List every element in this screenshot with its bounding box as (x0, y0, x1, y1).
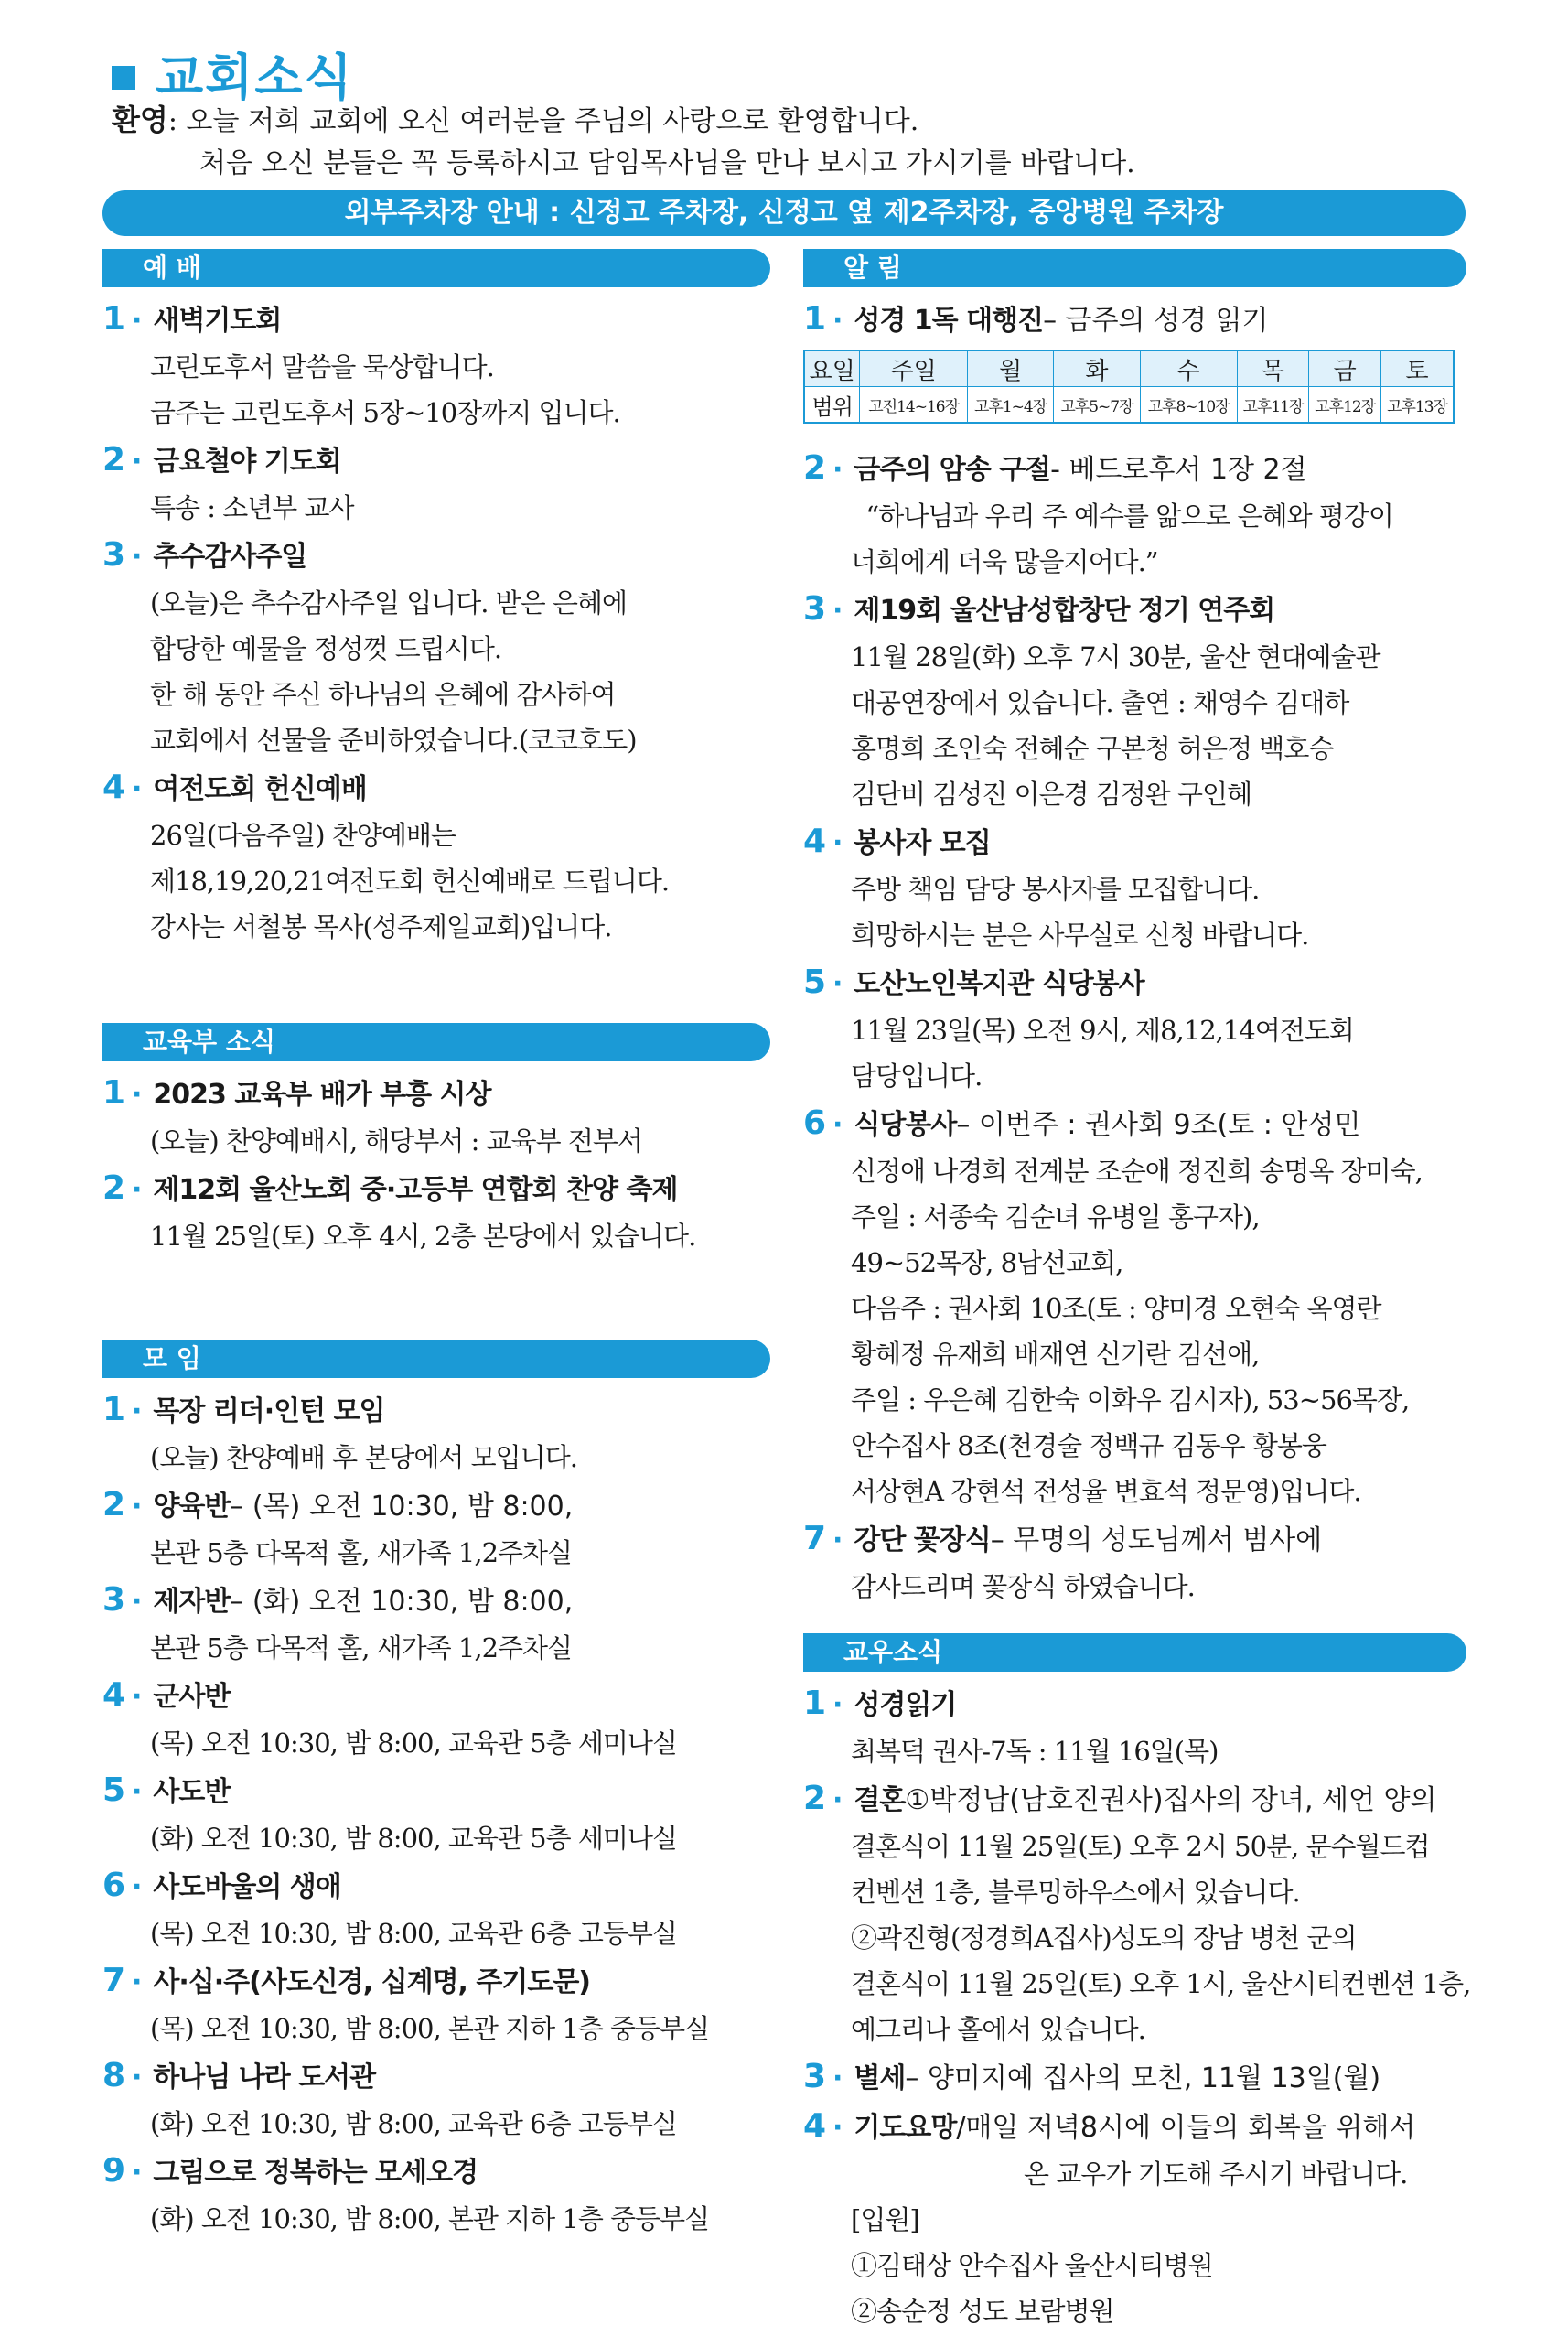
item-number: 1 (102, 1391, 126, 1428)
dot-separator: · (832, 595, 843, 627)
item-title: 새벽기도회 (153, 305, 282, 337)
item-line: 한 해 동안 주신 하나님의 은혜에 감사하여 (150, 679, 616, 710)
list-item (803, 819, 1466, 958)
item-line: 결혼식이 11월 25일(토) 오후 1시, 울산시티컨벤션 1층, (851, 1968, 1471, 1999)
item-line: ②곽진형(정경희A집사)성도의 장남 병천 군의 (851, 1922, 1357, 1954)
section-header-worship: 예 배 (102, 249, 770, 287)
list-item (803, 1101, 1466, 1514)
item-number: 1 (102, 300, 126, 338)
list-item (102, 1863, 770, 1956)
right-column (803, 249, 1471, 2336)
item-line: (화) 오전 10:30, 밤 8:00, 교육관 5층 세미나실 (150, 1823, 677, 1854)
item-line: (목) 오전 10:30, 밤 8:00, 교육관 6층 고등부실 (150, 1918, 677, 1949)
item-line: 제18,19,20,21여전도회 헌신예배로 드립니다. (150, 866, 670, 897)
item-line: ①김태상 안수집사 울산시티병원 (851, 2250, 1213, 2281)
dot-separator: · (132, 1776, 143, 1808)
item-line: 신정애 나경희 전계분 조순애 정진희 송명옥 장미숙, (851, 1156, 1423, 1187)
list-item (803, 296, 1466, 344)
item-number: 7 (803, 1520, 827, 1557)
item-title-extra: – (화) 오전 10:30, 밤 8:00, (230, 1586, 574, 1618)
item-number: 2 (102, 1169, 126, 1207)
dot-separator: · (132, 1395, 143, 1427)
item-line: 담당입니다. (851, 1060, 983, 1092)
item-number: 4 (102, 769, 126, 806)
table-cell: 고후8~10장 (1140, 387, 1237, 424)
item-title: 제12회 울산노회 중·고등부 연합회 찬양 축제 (153, 1174, 678, 1206)
dot-separator: · (832, 454, 843, 486)
item-title: 추수감사주일 (153, 541, 307, 573)
item-line: 11월 25일(토) 오후 4시, 2층 본당에서 있습니다. (150, 1221, 696, 1252)
item-title: 별세 (854, 2062, 906, 2094)
list-item (803, 1681, 1466, 1774)
list-item (102, 296, 770, 436)
item-number: 8 (102, 2057, 126, 2094)
list-item (803, 2104, 1466, 2334)
bible-reading-table (803, 350, 1455, 424)
table-header-cell: 금 (1309, 350, 1381, 387)
item-title: 하나님 나라 도서관 (153, 2061, 376, 2094)
table-cell: 고전14~16장 (860, 387, 967, 424)
item-line: 서상현A 강현석 전성율 변효석 정문영)입니다. (851, 1476, 1361, 1507)
item-line: 11월 28일(화) 오후 7시 30분, 울산 현대예술관 (851, 641, 1380, 673)
dot-separator: · (132, 1966, 143, 1998)
dot-separator: · (132, 2061, 143, 2094)
item-line: “하나님과 우리 주 예수를 앎으로 은혜와 평강이 (851, 501, 1393, 532)
item-title: 도산노인복지관 식당봉사 (854, 968, 1144, 1000)
dot-separator: · (832, 305, 843, 337)
table-header-cell: 목 (1237, 350, 1309, 387)
welcome-line-2: 처음 오신 분들은 꼭 등록하시고 담임목사님을 만나 보시고 가시기를 바랍니다. (199, 147, 1135, 179)
item-line: (오늘) 찬양예배 후 본당에서 모입니다. (150, 1442, 577, 1473)
item-number: 2 (803, 449, 827, 487)
item-number: 3 (803, 590, 827, 628)
list-item (102, 1768, 770, 1861)
members-section (803, 1633, 1471, 2334)
list-item (102, 2148, 770, 2242)
item-title: 사도바울의 생애 (153, 1871, 341, 1903)
item-title: 제자반 (153, 1586, 231, 1618)
table-cell: 고후11장 (1237, 387, 1309, 424)
item-line: 다음주 : 권사회 10조(토 : 양미경 오현숙 옥영란 (851, 1293, 1381, 1324)
item-title-extra: – 이번주 : 권사회 9조(토 : 안성민 (956, 1109, 1361, 1141)
table-header-cell: 토 (1381, 350, 1454, 387)
item-line: 온 교우가 기도해 주시기 바랍니다. (851, 2158, 1408, 2190)
table-header-row (804, 350, 1454, 387)
item-line: 홍명희 조인숙 전혜순 구본청 허은정 백호승 (851, 733, 1334, 764)
list-item (803, 1776, 1471, 2052)
section-header-education: 교육부 소식 (102, 1023, 770, 1061)
item-number: 1 (803, 1685, 827, 1722)
item-line: (화) 오전 10:30, 밤 8:00, 교육관 6층 고등부실 (150, 2108, 677, 2139)
item-title: 봉사자 모집 (854, 827, 991, 859)
dot-separator: · (132, 1871, 143, 1903)
section-header-meetings: 모 임 (102, 1340, 770, 1378)
item-title: 사도반 (153, 1776, 231, 1808)
item-title: 2023 교육부 배가 부흥 시상 (153, 1079, 491, 1111)
welcome-line-1: : 오늘 저희 교회에 오신 여러분을 주님의 사랑으로 환영합니다. (167, 105, 919, 137)
list-item (102, 1673, 770, 1766)
item-line: ②송순정 성도 보람병원 (851, 2296, 1114, 2327)
dot-separator: · (132, 1491, 143, 1523)
list-item (803, 587, 1466, 817)
list-item (803, 960, 1466, 1099)
item-number: 7 (102, 1962, 126, 1999)
item-number: 1 (102, 1074, 126, 1112)
dot-separator: · (132, 1681, 143, 1713)
item-line: 안수집사 8조(천경술 정백규 김동우 황봉웅 (851, 1430, 1326, 1461)
item-number: 3 (102, 536, 126, 574)
table-cell: 고후13장 (1381, 387, 1454, 424)
dot-separator: · (832, 1524, 843, 1556)
table-header-cell: 요일 (804, 350, 860, 387)
list-item (102, 1577, 770, 1671)
item-title: 양육반 (153, 1491, 231, 1523)
table-cell: 고후1~4장 (967, 387, 1053, 424)
item-line: 감사드리며 꽃장식 하였습니다. (851, 1571, 1195, 1602)
dot-separator: · (832, 2062, 843, 2094)
item-number: 2 (102, 1486, 126, 1523)
item-line: 황혜정 유재희 배재연 신기란 김선애, (851, 1339, 1260, 1370)
list-item (803, 1516, 1466, 1609)
list-item (102, 1166, 770, 1259)
item-line: 예그리나 홀에서 있습니다. (851, 2014, 1145, 2045)
item-line: 고린도후서 말씀을 묵상합니다. (150, 351, 494, 382)
item-title: 성경읽기 (854, 1689, 957, 1721)
item-line: [입원] (851, 2204, 919, 2235)
list-item (102, 765, 770, 950)
parking-banner: 외부주차장 안내 : 신정고 주차장, 신정고 옆 제2주차장, 중앙병원 주차장 (102, 190, 1466, 236)
table-cell: 고후12장 (1309, 387, 1381, 424)
item-line: 주일 : 서종숙 김순녀 유병일 홍구자), (851, 1201, 1260, 1233)
item-title-extra: ①박정남(남호진권사)집사의 장녀, 세언 양의 (905, 1784, 1437, 1816)
item-title-extra: – 무명의 성도님께서 범사에 (990, 1524, 1323, 1556)
item-line: 강사는 서철봉 목사(성주제일교회)입니다. (150, 911, 612, 942)
dot-separator: · (132, 446, 143, 478)
dot-separator: · (832, 1784, 843, 1816)
table-header-cell: 월 (967, 350, 1053, 387)
item-title: 목장 리더·인턴 모임 (153, 1395, 385, 1427)
item-line: 금주는 고린도후서 5장~10장까지 입니다. (150, 397, 620, 428)
dot-separator: · (832, 827, 843, 859)
item-line: 본관 5층 다목적 홀, 새가족 1,2주차실 (150, 1632, 573, 1663)
welcome-label: 환영 (112, 102, 168, 137)
table-header-cell: 주일 (860, 350, 967, 387)
item-line: 11월 23일(목) 오전 9시, 제8,12,14여전도회 (851, 1015, 1354, 1046)
dot-separator: · (132, 541, 143, 573)
item-title-extra: /매일 저녁8시에 이들의 회복을 위해서 (956, 2112, 1416, 2144)
dot-separator: · (132, 1586, 143, 1618)
item-line: 결혼식이 11월 25일(토) 오후 2시 50분, 문수월드컵 (851, 1831, 1430, 1862)
item-number: 6 (803, 1104, 827, 1142)
item-line: (화) 오전 10:30, 밤 8:00, 본관 지하 1층 중등부실 (150, 2203, 710, 2234)
item-number: 4 (102, 1676, 126, 1714)
item-title: 강단 꽃장식 (854, 1524, 991, 1556)
item-line: 49~52목장, 8남선교회, (851, 1247, 1123, 1278)
item-number: 3 (102, 1581, 126, 1619)
item-line: 주일 : 우은혜 김한숙 이화우 김시자), 53~56목장, (851, 1384, 1410, 1416)
section-header-notices: 알 림 (803, 249, 1466, 287)
dot-separator: · (832, 1689, 843, 1721)
section-header-members: 교우소식 (803, 1633, 1466, 1672)
dot-separator: · (132, 2157, 143, 2189)
item-title: 식당봉사 (854, 1109, 957, 1141)
item-line: 특송 : 소년부 교사 (150, 492, 354, 523)
item-number: 5 (102, 1771, 126, 1809)
list-item (102, 1482, 770, 1576)
page-title-text: 교회소식 (156, 48, 354, 106)
dot-separator: · (132, 1079, 143, 1111)
item-line: 대공연장에서 있습니다. 출연 : 채영수 김대하 (851, 687, 1349, 718)
dot-separator: · (832, 2112, 843, 2144)
item-number: 6 (102, 1867, 126, 1904)
item-title: 기도요망 (854, 2112, 957, 2144)
item-title: 여전도회 헌신예배 (153, 773, 367, 805)
list-item (102, 1958, 770, 2051)
item-line: (목) 오전 10:30, 밤 8:00, 본관 지하 1층 중등부실 (150, 2013, 710, 2044)
list-item (803, 446, 1466, 585)
item-line: 컨벤션 1층, 블루밍하우스에서 있습니다. (851, 1877, 1300, 1908)
list-item (102, 1071, 770, 1164)
item-line: (오늘)은 추수감사주일 입니다. 받은 은혜에 (150, 587, 627, 619)
item-number: 4 (803, 2107, 827, 2145)
dot-separator: · (832, 1109, 843, 1141)
item-title-extra: – 금주의 성경 읽기 (1043, 305, 1269, 337)
item-number: 9 (102, 2152, 126, 2190)
left-column (102, 249, 770, 2244)
item-line: 너희에게 더욱 많을지어다.” (851, 546, 1158, 577)
item-number: 4 (803, 823, 827, 860)
item-line: 주방 책임 담당 봉사자를 모집합니다. (851, 874, 1260, 905)
list-item (102, 533, 770, 763)
item-number: 3 (803, 2058, 827, 2095)
meetings-section (102, 1340, 770, 2242)
square-bullet-icon (112, 66, 135, 90)
item-title: 제19회 울산남성합창단 정기 연주회 (854, 595, 1275, 627)
item-title-extra: – (목) 오전 10:30, 밤 8:00, (230, 1491, 574, 1523)
list-item (803, 2054, 1466, 2102)
table-header-cell: 수 (1140, 350, 1237, 387)
table-cell: 범위 (804, 387, 860, 424)
dot-separator: · (832, 968, 843, 1000)
item-number: 1 (803, 300, 827, 338)
item-line: 본관 5층 다목적 홀, 새가족 1,2주차실 (150, 1537, 573, 1568)
item-title: 금요철야 기도회 (153, 446, 341, 478)
item-title-extra: - 베드로후서 1장 2절 (1050, 454, 1307, 486)
item-title: 결혼 (854, 1784, 906, 1816)
item-title: 그림으로 정복하는 모세오경 (153, 2157, 478, 2189)
education-section (102, 1023, 770, 1259)
item-number: 5 (803, 963, 827, 1001)
notices-section (803, 249, 1466, 1609)
worship-section (102, 249, 770, 950)
item-line: (오늘) 찬양예배시, 해당부서 : 교육부 전부서 (150, 1125, 642, 1157)
item-line: 교회에서 선물을 준비하였습니다.(코코호도) (150, 725, 637, 756)
item-line: 희망하시는 분은 사무실로 신청 바랍니다. (851, 920, 1309, 951)
table-header-cell: 화 (1054, 350, 1140, 387)
item-title: 성경 1독 대행진 (854, 305, 1044, 337)
item-title: 군사반 (153, 1681, 231, 1713)
item-title-extra: – 양미지예 집사의 모친, 11월 13일(월) (905, 2062, 1381, 2094)
dot-separator: · (132, 773, 143, 805)
item-line: 합당한 예물을 정성껏 드립시다. (150, 633, 502, 664)
dot-separator: · (132, 305, 143, 337)
welcome-message (112, 99, 1135, 185)
dot-separator: · (132, 1174, 143, 1206)
list-item (102, 1387, 770, 1480)
list-item (102, 437, 770, 531)
item-number: 2 (102, 441, 126, 479)
item-title: 금주의 암송 구절 (854, 454, 1051, 486)
table-cell: 고후5~7장 (1054, 387, 1140, 424)
item-line: (목) 오전 10:30, 밤 8:00, 교육관 5층 세미나실 (150, 1728, 677, 1759)
item-line: 김단비 김성진 이은경 김정완 구인혜 (851, 779, 1252, 810)
item-title: 사·십·주(사도신경, 십계명, 주기도문) (153, 1966, 591, 1998)
item-number: 2 (803, 1780, 827, 1817)
list-item (102, 2053, 770, 2147)
item-line: 최복덕 권사-7독 : 11월 16일(목) (851, 1736, 1219, 1767)
item-line: 26일(다음주일) 찬양예배는 (150, 820, 456, 851)
table-row (804, 387, 1454, 424)
